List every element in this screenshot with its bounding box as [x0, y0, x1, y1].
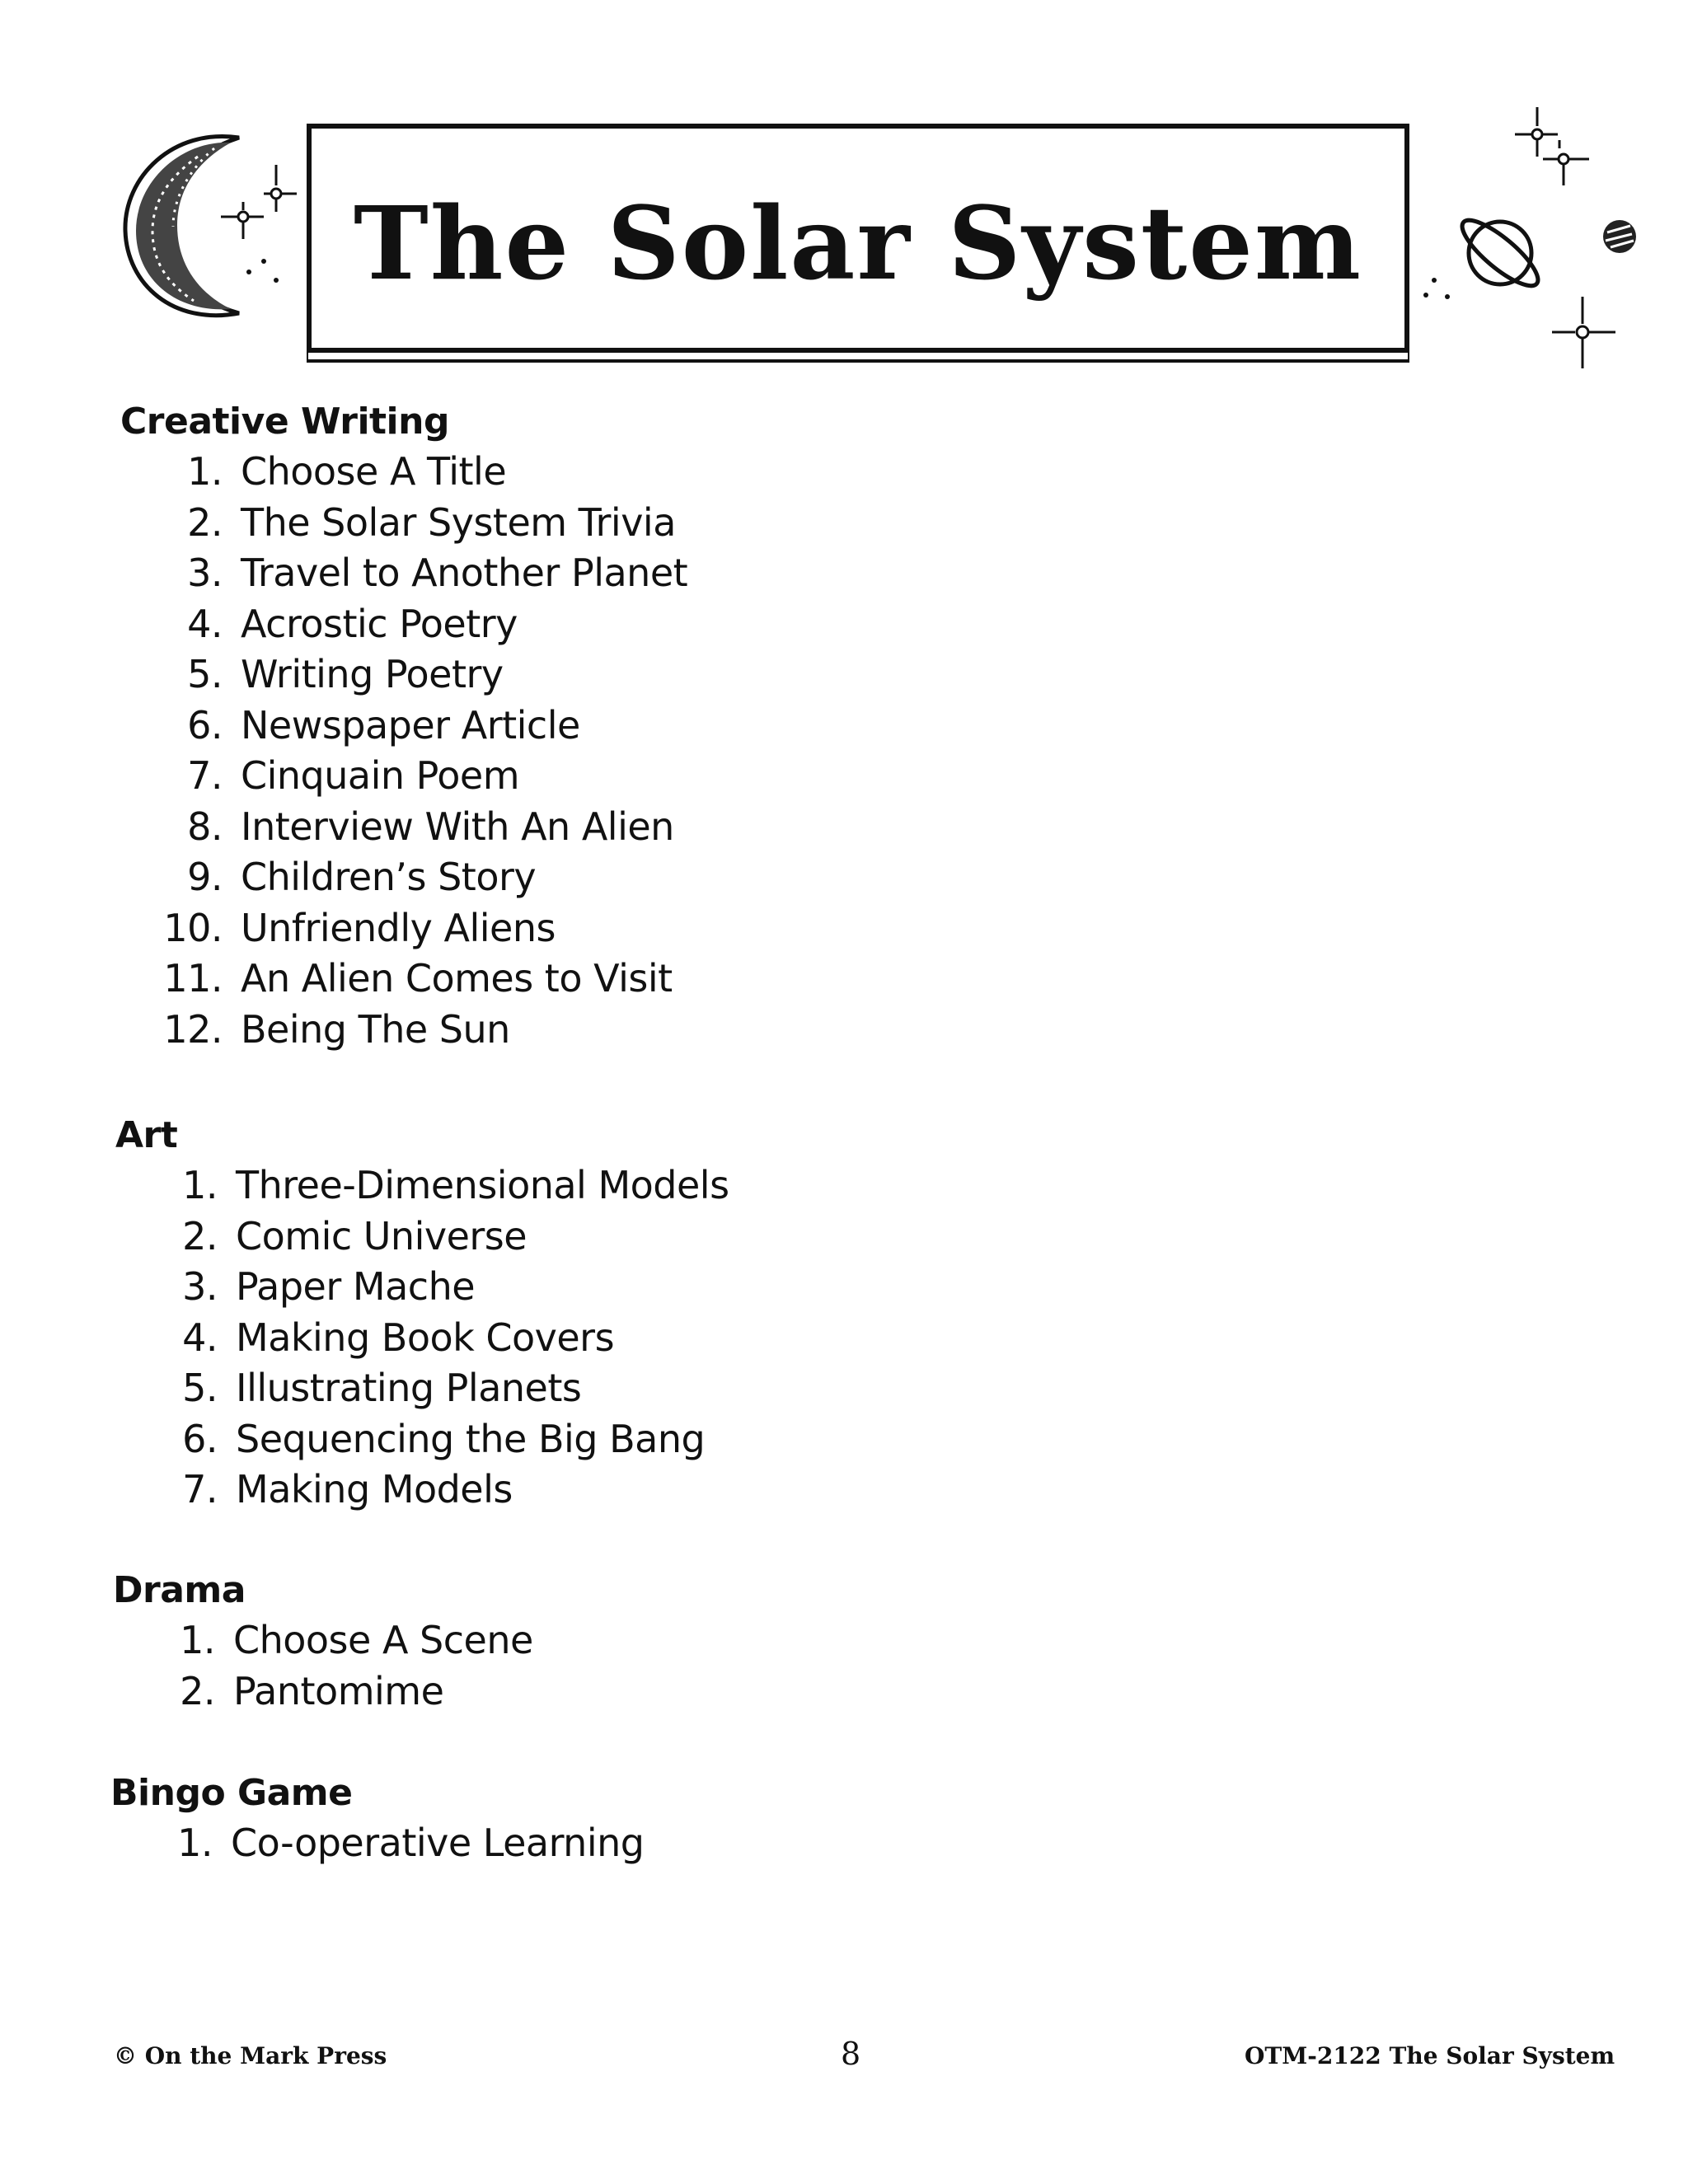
section-art — [115, 1111, 729, 1516]
section-drama — [113, 1566, 533, 1717]
list-item: 9. Children’s Story — [187, 855, 537, 899]
list-item: 7. Making Models — [182, 1467, 513, 1511]
section-heading: Creative Writing — [120, 401, 449, 443]
section-heading: Bingo Game — [110, 1772, 353, 1814]
star-sparkle-icon — [1537, 293, 1628, 383]
section-creative-writing — [120, 397, 687, 1055]
page-number: 8 — [841, 2036, 861, 2072]
star-sparkle-icon — [214, 161, 305, 293]
footer-copyright: © On the Mark Press — [114, 2042, 387, 2069]
list-item: 2. Comic Universe — [182, 1213, 528, 1258]
list-item: 6. Sequencing the Big Bang — [182, 1416, 706, 1461]
list-item: 5. Writing Poetry — [187, 652, 504, 696]
section-heading: Art — [115, 1114, 178, 1156]
list-item: 12. Being The Sun — [163, 1006, 510, 1052]
list-item: 4. Acrostic Poetry — [187, 601, 518, 646]
list-item: 6. Newspaper Article — [187, 702, 580, 748]
list-item: 3. Travel to Another Planet — [187, 551, 688, 595]
list-item: 2. The Solar System Trivia — [187, 499, 676, 545]
title-box — [307, 124, 1409, 353]
list-item: 1. Three-Dimensional Models — [182, 1163, 729, 1207]
list-item: 2. Pantomime — [180, 1668, 444, 1713]
page-title: The Solar System — [354, 184, 1362, 302]
small-planet-icon — [1599, 216, 1640, 257]
footer-product-code: OTM-2122 The Solar System — [1245, 2042, 1615, 2069]
list-item: 4. Making Book Covers — [182, 1315, 615, 1360]
list-item: 10. Unfriendly Aliens — [163, 905, 556, 950]
list-item: 1. Co-operative Learning — [177, 1821, 645, 1865]
section-heading: Drama — [113, 1569, 246, 1611]
star-sparkle-icon — [1500, 103, 1624, 202]
list-item: 8. Interview With An Alien — [187, 804, 674, 849]
section-bingo-game — [110, 1769, 644, 1869]
list-item: 3. Paper Mache — [182, 1264, 476, 1309]
list-item: 7. Cinquain Poem — [187, 753, 520, 798]
list-item: 1. Choose A Scene — [180, 1618, 533, 1662]
list-item: 5. Illustrating Planets — [182, 1366, 582, 1410]
dots-icon — [1418, 272, 1467, 313]
list-item: 1. Choose A Title — [187, 449, 507, 494]
list-item: 11. An Alien Comes to Visit — [163, 956, 673, 1001]
